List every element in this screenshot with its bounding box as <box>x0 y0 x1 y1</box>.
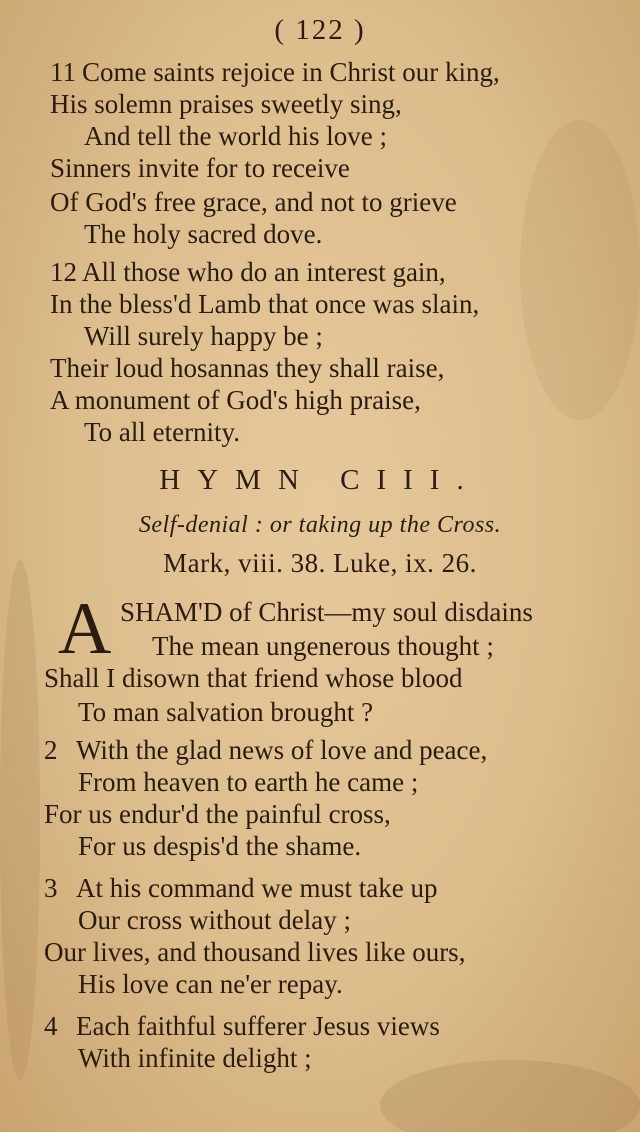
verse-number: 11 <box>50 57 76 87</box>
verse-line: 2 With the glad news of love and peace, <box>44 735 488 765</box>
verse-line: 3 At his command we must take up <box>44 873 438 903</box>
verse-line: 12 All those who do an interest gain, <box>50 257 446 287</box>
verse-line: From heaven to earth he came ; <box>78 767 419 797</box>
verse-line: Their loud hosannas they shall raise, <box>50 353 445 383</box>
scripture-references: Mark, viii. 38. Luke, ix. 26. <box>163 548 477 578</box>
hymn-title: HYMN CIII. <box>159 464 481 496</box>
page-number: ( 122 ) <box>274 14 366 46</box>
verse-line: 4 Each faithful sufferer Jesus views <box>44 1011 440 1041</box>
hymn-subtitle: Self-denial : or taking up the Cross. <box>138 512 502 538</box>
paper-stain <box>520 120 640 420</box>
verse-line: SHAM'D of Christ—my soul disdains <box>120 597 533 627</box>
verse-number: 4 <box>44 1011 58 1041</box>
verse-line: Shall I disown that friend whose blood <box>44 663 463 693</box>
verse-line: His love can ne'er repay. <box>78 969 343 999</box>
verse-line: For us despis'd the shame. <box>78 831 362 861</box>
verse-line: Of God's free grace, and not to grieve <box>50 187 457 217</box>
paper-stain <box>380 1060 640 1132</box>
verse-line: In the bless'd Lamb that once was slain, <box>50 289 480 319</box>
verse-line: 11 Come saints rejoice in Christ our king, <box>50 57 500 87</box>
verse-line: Sinners invite for to receive <box>50 153 350 183</box>
verse-line: Will surely happy be ; <box>84 321 323 351</box>
paper-stain <box>0 560 40 1080</box>
verse-line: Our lives, and thousand lives like ours, <box>44 937 466 967</box>
verse-line: And tell the world his love ; <box>84 121 387 151</box>
verse-number: 3 <box>44 873 58 903</box>
verse-line: The mean ungenerous thought ; <box>152 631 494 661</box>
verse-number: 12 <box>50 257 77 287</box>
drop-cap: A <box>58 588 112 670</box>
verse-line: To man salvation brought ? <box>78 697 374 727</box>
verse-line: With infinite delight ; <box>78 1043 312 1073</box>
verse-line: To all eternity. <box>84 417 241 447</box>
verse-line: The holy sacred dove. <box>84 219 323 249</box>
verse-line: A monument of God's high praise, <box>50 385 421 415</box>
verse-line: His solemn praises sweetly sing, <box>50 89 402 119</box>
verse-number: 2 <box>44 735 58 765</box>
verse-line: Our cross without delay ; <box>78 905 351 935</box>
verse-line: For us endur'd the painful cross, <box>44 799 391 829</box>
